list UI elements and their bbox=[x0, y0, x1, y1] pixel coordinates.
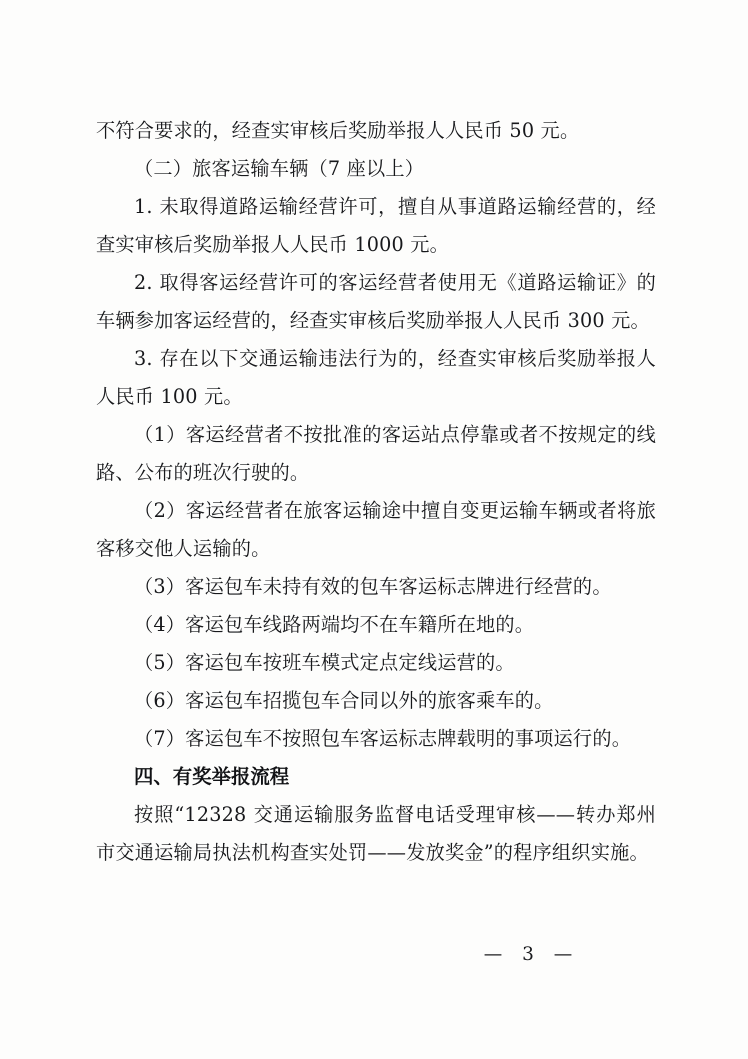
footer-left-dash: — bbox=[483, 944, 505, 965]
paragraph-5: 3. 存在以下交通运输违法行为的，经查实审核后奖励举报人人民币 100 元。 bbox=[96, 347, 656, 408]
paragraph-10: （5）客运包车按班车模式定点定线运营的。 bbox=[134, 651, 515, 674]
closing-paragraph: 按照“12328 交通运输服务监督电话受理审核——转办郑州市交通运输局执法机构查实处罚——发放奖金”的程序组织实施。 bbox=[96, 803, 656, 864]
paragraph-4: 2. 取得客运经营许可的客运经营者使用无《道路运输证》的车辆参加客运经营的，经查实审核后奖励举报人人民币 300 元。 bbox=[96, 271, 656, 332]
section-heading: 四、有奖举报流程 bbox=[134, 765, 290, 788]
paragraph-7: （2）客运经营者在旅客运输途中擅自变更运输车辆或者将旅客移交他人运输的。 bbox=[96, 499, 656, 560]
page-footer-inner bbox=[484, 944, 575, 965]
footer-right-dash: — bbox=[553, 944, 575, 965]
paragraph-11: （6）客运包车招揽包车合同以外的旅客乘车的。 bbox=[134, 689, 554, 712]
paragraph-8: （3）客运包车未持有效的包车客运标志牌进行经营的。 bbox=[134, 575, 612, 598]
paragraph-9: （4）客运包车线路两端均不在车籍所在地的。 bbox=[134, 613, 535, 636]
paragraph-12: （7）客运包车不按照包车客运标志牌载明的事项运行的。 bbox=[134, 727, 632, 750]
page-footer bbox=[0, 944, 748, 965]
paragraph-3: 1. 未取得道路运输经营许可，擅自从事道路运输经营的，经查实审核后奖励举报人人民币 1000 元。 bbox=[96, 195, 656, 256]
paragraph-1: 不符合要求的，经查实审核后奖励举报人人民币 50 元。 bbox=[96, 119, 580, 142]
paragraph-2: （二）旅客运输车辆（7 座以上） bbox=[134, 157, 425, 180]
page-number: 3 bbox=[522, 944, 536, 965]
paragraph-6: （1）客运经营者不按批准的客运站点停靠或者不按规定的线路、公布的班次行驶的。 bbox=[96, 423, 656, 484]
document-body bbox=[96, 112, 656, 872]
